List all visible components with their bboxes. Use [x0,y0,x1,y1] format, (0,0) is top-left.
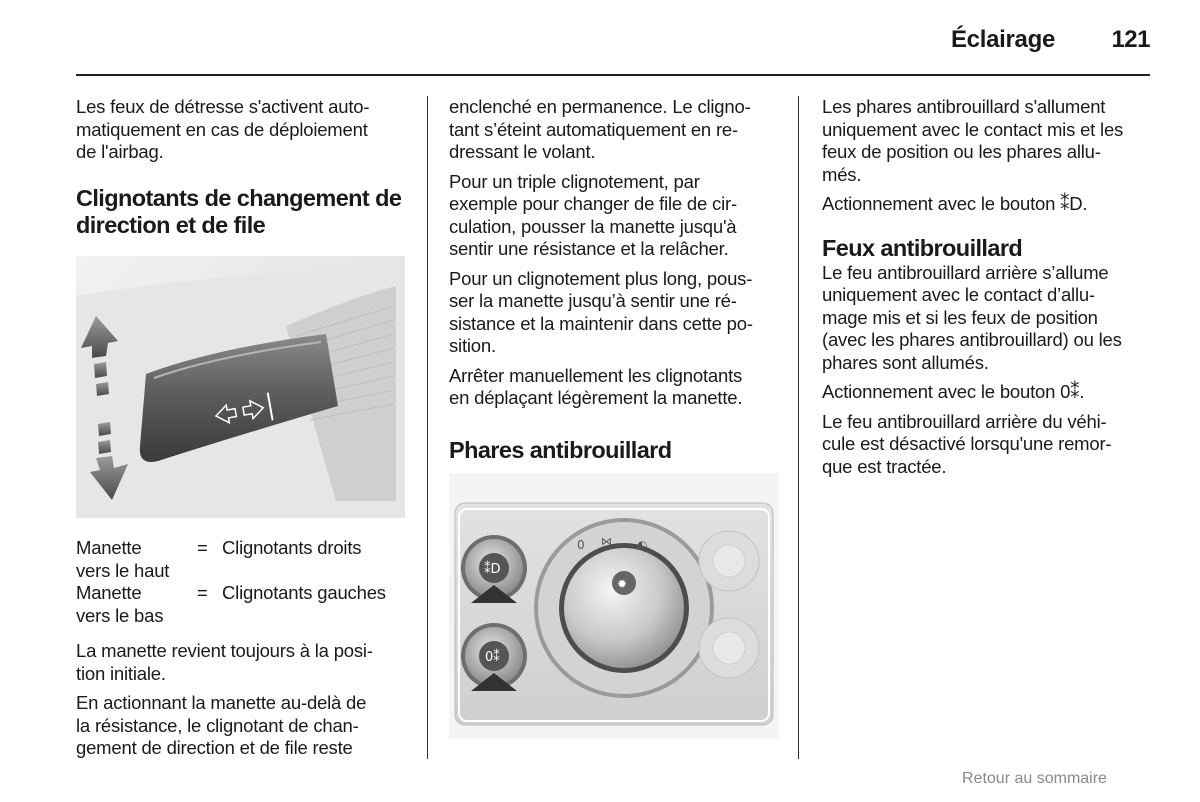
column-1-continued [76,640,408,767]
switch-position-zero: 0 [577,538,585,552]
legend-row [76,537,416,582]
column-divider [427,96,428,759]
paragraph: Les feux de détresse s'activent auto- matiquement en cas de déploiement de l'airbag. [76,96,370,162]
svg-text:✹: ✹ [617,577,628,591]
legend-value: Clignotants droits [222,537,362,558]
paragraph: En actionnant la manette au-delà de la résistance, le clignotant de chan- gement de direction et de file reste [76,692,367,758]
legend-equals: = [197,537,208,558]
light-switch-panel-illustration [449,473,779,739]
column-divider [798,96,799,759]
paragraph: Le feu antibrouillard arrière s’allume uniquement avec le contact d’allu- mage mis et si les feux de position (avec les phares antibrouillard) ou les phares sont allumés. [822,261,1122,373]
paragraph: Actionnement avec le bouton 0⁑. [822,381,1085,402]
svg-text:◐: ◐ [637,538,648,552]
paragraph: La manette revient toujours à la posi- tion initiale. [76,640,373,684]
legend-row [76,582,416,627]
section-heading: Clignotants de changement de direction et de file [76,184,402,238]
page-number: 121 [1111,26,1150,53]
legend-equals: = [197,582,208,603]
paragraph: Actionnement avec le bouton ⁑D. [822,193,1088,214]
svg-text:⋈: ⋈ [601,535,612,548]
paragraph: enclenché en permanence. Le cligno- tant s’éteint automatiquement en re- dressant le volant. [449,96,751,162]
legend-key: Manette vers le haut [76,537,170,581]
paragraph: Pour un clignotement plus long, pous- ser la manette jusqu’à sentir une ré- sistance et la maintenir dans cette po- sition. [449,267,753,356]
back-to-contents-link[interactable]: Retour au sommaire [962,770,1107,787]
header-rule [76,74,1150,76]
svg-text:⁑D: ⁑D [484,562,501,577]
section-heading: Feux antibrouillard [822,234,1023,261]
paragraph: Arrêter manuellement les clignotants en déplaçant légèrement la manette. [449,364,743,408]
legend-key: Manette vers le bas [76,582,164,626]
legend-table [76,537,416,627]
paragraph: Le feu antibrouillard arrière du véhi- cule est désactivé lorsqu'une remor- que est tractée. [822,410,1112,477]
legend-value: Clignotants gauches [222,582,386,603]
column-3 [822,96,1154,485]
column-1 [76,96,408,239]
svg-text:0⁑: 0⁑ [485,650,500,665]
turn-signal-lever-illustration [76,256,405,518]
section-heading: Phares antibrouillard [449,436,672,463]
section-title: Éclairage [950,26,1055,53]
column-2 [449,96,781,464]
paragraph: Les phares antibrouillard s'allument uniquement avec le contact mis et les feux de position ou les phares allu- més. [822,96,1124,185]
paragraph: Pour un triple clignotement, par exemple pour changer de file de cir- culation, pousser la manette jusqu'à sentir une résistance et la relâcher. [449,170,737,259]
